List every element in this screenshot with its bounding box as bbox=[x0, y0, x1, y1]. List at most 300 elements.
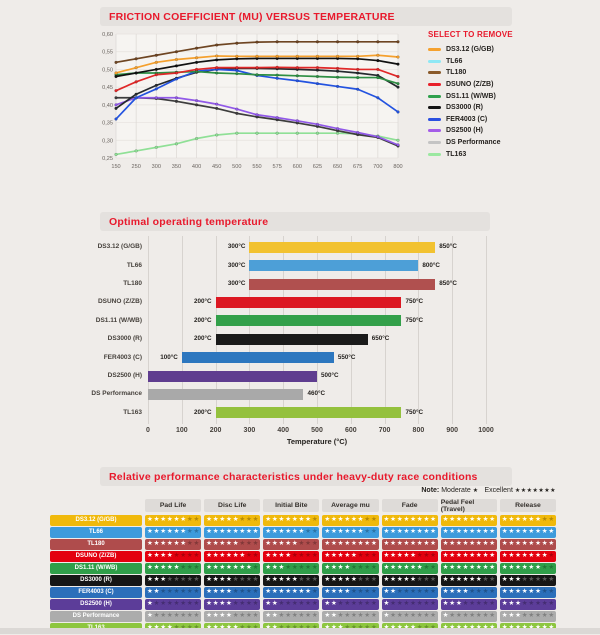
rating-cell bbox=[145, 563, 201, 574]
star-filled-icon: ★ bbox=[291, 588, 298, 596]
star-filled-icon: ★ bbox=[364, 540, 370, 548]
star-filled-icon: ★ bbox=[166, 564, 173, 572]
star-empty-icon: ★ bbox=[246, 540, 252, 548]
legend-swatch bbox=[428, 118, 441, 121]
star-filled-icon: ★ bbox=[383, 540, 390, 548]
star-filled-icon: ★ bbox=[449, 588, 455, 596]
rating-cell bbox=[322, 587, 378, 598]
x-tick-label: 400 bbox=[277, 427, 290, 434]
rating-cell bbox=[263, 563, 319, 574]
star-filled-icon: ★ bbox=[219, 576, 226, 584]
star-filled-icon: ★ bbox=[403, 516, 410, 524]
star-filled-icon: ★ bbox=[396, 576, 403, 584]
star-filled-icon: ★ bbox=[344, 516, 350, 524]
star-filled-icon: ★ bbox=[403, 576, 410, 584]
temp-row-label: TL163 bbox=[123, 408, 142, 416]
legend-swatch bbox=[428, 141, 441, 144]
star-empty-icon: ★ bbox=[475, 612, 482, 620]
star-filled-icon: ★ bbox=[278, 540, 285, 548]
rating-cell bbox=[204, 611, 260, 622]
star-filled-icon: ★ bbox=[305, 588, 311, 596]
star-empty-icon: ★ bbox=[252, 564, 259, 572]
legend-swatch bbox=[428, 71, 441, 74]
star-filled-icon: ★ bbox=[521, 588, 528, 596]
star-empty-icon: ★ bbox=[173, 588, 180, 596]
star-filled-icon: ★ bbox=[521, 552, 528, 560]
svg-text:650: 650 bbox=[332, 164, 343, 170]
star-empty-icon: ★ bbox=[521, 612, 528, 620]
star-filled-icon: ★ bbox=[160, 552, 166, 560]
star-empty-icon: ★ bbox=[193, 600, 200, 608]
star-filled-icon: ★ bbox=[482, 552, 489, 560]
star-filled-icon: ★ bbox=[291, 528, 298, 536]
star-empty-icon: ★ bbox=[246, 600, 252, 608]
star-filled-icon: ★ bbox=[219, 516, 226, 524]
star-filled-icon: ★ bbox=[455, 564, 462, 572]
star-filled-icon: ★ bbox=[501, 612, 508, 620]
star-empty-icon: ★ bbox=[430, 612, 436, 620]
star-empty-icon: ★ bbox=[186, 600, 193, 608]
star-filled-icon: ★ bbox=[298, 588, 305, 596]
star-empty-icon: ★ bbox=[482, 612, 489, 620]
legend-item-ds3000-r-[interactable] bbox=[428, 102, 588, 114]
star-filled-icon: ★ bbox=[528, 540, 535, 548]
star-empty-icon: ★ bbox=[430, 564, 436, 572]
x-tick-label: 1000 bbox=[478, 427, 494, 434]
legend-item-ds1-11-w-wb-[interactable] bbox=[428, 90, 588, 102]
rating-cell bbox=[441, 599, 497, 610]
star-filled-icon: ★ bbox=[383, 528, 390, 536]
star-empty-icon: ★ bbox=[535, 576, 541, 584]
star-empty-icon: ★ bbox=[186, 612, 193, 620]
star-empty-icon: ★ bbox=[370, 552, 377, 560]
star-filled-icon: ★ bbox=[350, 516, 357, 524]
rating-cell bbox=[204, 539, 260, 550]
star-filled-icon: ★ bbox=[489, 564, 495, 572]
star-filled-icon: ★ bbox=[528, 552, 535, 560]
star-filled-icon: ★ bbox=[146, 600, 153, 608]
star-empty-icon: ★ bbox=[416, 552, 423, 560]
star-empty-icon: ★ bbox=[521, 576, 528, 584]
star-filled-icon: ★ bbox=[324, 600, 331, 608]
star-filled-icon: ★ bbox=[160, 516, 166, 524]
star-filled-icon: ★ bbox=[278, 576, 285, 584]
star-empty-icon: ★ bbox=[364, 528, 370, 536]
star-empty-icon: ★ bbox=[173, 552, 180, 560]
star-filled-icon: ★ bbox=[515, 612, 521, 620]
star-filled-icon: ★ bbox=[508, 552, 515, 560]
star-filled-icon: ★ bbox=[449, 552, 455, 560]
rating-cell bbox=[322, 527, 378, 538]
star-filled-icon: ★ bbox=[475, 516, 482, 524]
star-empty-icon: ★ bbox=[311, 564, 318, 572]
star-filled-icon: ★ bbox=[515, 588, 521, 596]
star-filled-icon: ★ bbox=[442, 564, 449, 572]
svg-text:450: 450 bbox=[212, 164, 222, 170]
star-empty-icon: ★ bbox=[278, 612, 285, 620]
star-empty-icon: ★ bbox=[548, 588, 555, 596]
star-filled-icon: ★ bbox=[226, 552, 232, 560]
star-empty-icon: ★ bbox=[489, 612, 495, 620]
star-filled-icon: ★ bbox=[449, 576, 455, 584]
star-filled-icon: ★ bbox=[285, 588, 291, 596]
rating-cell bbox=[382, 551, 438, 562]
star-filled-icon: ★ bbox=[489, 552, 495, 560]
column-header-pad-life: Pad Life bbox=[145, 499, 201, 512]
table-row-tl66 bbox=[50, 527, 556, 538]
product-label: DS2500 (H) bbox=[50, 599, 142, 610]
table-row-tl180 bbox=[50, 539, 556, 550]
star-empty-icon: ★ bbox=[370, 516, 377, 524]
star-empty-icon: ★ bbox=[311, 600, 318, 608]
temp-bar-ds1-11-w-wb- bbox=[216, 315, 402, 326]
star-filled-icon: ★ bbox=[232, 552, 239, 560]
star-filled-icon: ★ bbox=[508, 588, 515, 596]
star-filled-icon: ★ bbox=[390, 528, 396, 536]
star-filled-icon: ★ bbox=[226, 564, 232, 572]
star-empty-icon: ★ bbox=[482, 588, 489, 596]
star-filled-icon: ★ bbox=[265, 564, 271, 572]
star-empty-icon: ★ bbox=[528, 576, 535, 584]
star-filled-icon: ★ bbox=[344, 564, 350, 572]
svg-text:500: 500 bbox=[232, 164, 242, 170]
star-empty-icon: ★ bbox=[403, 612, 410, 620]
rating-cell bbox=[263, 575, 319, 586]
star-empty-icon: ★ bbox=[396, 588, 403, 596]
rating-cell bbox=[263, 599, 319, 610]
star-filled-icon: ★ bbox=[344, 576, 350, 584]
star-filled-icon: ★ bbox=[337, 540, 344, 548]
star-filled-icon: ★ bbox=[212, 612, 219, 620]
star-filled-icon: ★ bbox=[219, 552, 226, 560]
star-filled-icon: ★ bbox=[146, 516, 153, 524]
x-tick-label: 300 bbox=[243, 427, 256, 434]
star-filled-icon: ★ bbox=[528, 588, 535, 596]
star-filled-icon: ★ bbox=[535, 540, 541, 548]
star-filled-icon: ★ bbox=[153, 564, 160, 572]
temp-row-label: TL66 bbox=[126, 261, 142, 269]
star-empty-icon: ★ bbox=[364, 516, 370, 524]
star-empty-icon: ★ bbox=[548, 564, 555, 572]
star-filled-icon: ★ bbox=[390, 564, 396, 572]
star-filled-icon: ★ bbox=[541, 540, 548, 548]
legend-item-tl163[interactable] bbox=[428, 148, 588, 160]
star-filled-icon: ★ bbox=[344, 528, 350, 536]
product-label: TL66 bbox=[50, 527, 142, 538]
star-empty-icon: ★ bbox=[160, 612, 166, 620]
legend-item-label: FER4003 (C) bbox=[446, 115, 488, 123]
star-filled-icon: ★ bbox=[508, 576, 515, 584]
rating-cell bbox=[382, 587, 438, 598]
star-empty-icon: ★ bbox=[489, 600, 495, 608]
star-filled-icon: ★ bbox=[403, 552, 410, 560]
rating-cell bbox=[500, 539, 556, 550]
x-tick-label: 100 bbox=[175, 427, 188, 434]
star-filled-icon: ★ bbox=[489, 540, 495, 548]
star-filled-icon: ★ bbox=[278, 528, 285, 536]
star-filled-icon: ★ bbox=[298, 516, 305, 524]
star-filled-icon: ★ bbox=[298, 528, 305, 536]
star-filled-icon: ★ bbox=[416, 540, 423, 548]
x-tick-label: 900 bbox=[446, 427, 459, 434]
star-filled-icon: ★ bbox=[469, 576, 475, 584]
star-filled-icon: ★ bbox=[146, 588, 153, 596]
temp-bar-tl163 bbox=[216, 407, 402, 418]
star-filled-icon: ★ bbox=[396, 552, 403, 560]
star-filled-icon: ★ bbox=[469, 540, 475, 548]
temp-row-label: TL180 bbox=[123, 280, 142, 287]
star-filled-icon: ★ bbox=[528, 564, 535, 572]
star-empty-icon: ★ bbox=[291, 552, 298, 560]
star-empty-icon: ★ bbox=[344, 600, 350, 608]
star-filled-icon: ★ bbox=[324, 588, 331, 596]
star-empty-icon: ★ bbox=[305, 552, 311, 560]
performance-table bbox=[50, 499, 556, 635]
star-empty-icon: ★ bbox=[416, 600, 423, 608]
legend-item-tl180[interactable] bbox=[428, 67, 588, 79]
star-empty-icon: ★ bbox=[180, 588, 186, 596]
svg-text:0,60: 0,60 bbox=[102, 32, 113, 38]
rating-cell bbox=[145, 575, 201, 586]
star-empty-icon: ★ bbox=[298, 612, 305, 620]
temp-bar-dsuno-z-zb- bbox=[216, 297, 402, 308]
temp-bar-ds-performance bbox=[148, 389, 303, 400]
star-empty-icon: ★ bbox=[396, 612, 403, 620]
star-filled-icon: ★ bbox=[501, 576, 508, 584]
rating-cell bbox=[441, 527, 497, 538]
star-empty-icon: ★ bbox=[541, 564, 548, 572]
star-empty-icon: ★ bbox=[298, 540, 305, 548]
star-filled-icon: ★ bbox=[383, 612, 390, 620]
legend-item-label: DS3.12 (G/GB) bbox=[446, 46, 494, 54]
star-filled-icon: ★ bbox=[331, 564, 337, 572]
star-filled-icon: ★ bbox=[410, 516, 416, 524]
star-empty-icon: ★ bbox=[390, 612, 396, 620]
star-filled-icon: ★ bbox=[265, 552, 271, 560]
star-empty-icon: ★ bbox=[166, 588, 173, 596]
star-empty-icon: ★ bbox=[193, 552, 200, 560]
star-filled-icon: ★ bbox=[146, 576, 153, 584]
star-empty-icon: ★ bbox=[311, 540, 318, 548]
star-filled-icon: ★ bbox=[265, 516, 271, 524]
star-filled-icon: ★ bbox=[442, 600, 449, 608]
legend-item-dsuno-z-zb-[interactable] bbox=[428, 79, 588, 91]
bar-start-label: 200°C bbox=[194, 408, 212, 416]
star-filled-icon: ★ bbox=[344, 552, 350, 560]
star-empty-icon: ★ bbox=[403, 600, 410, 608]
star-empty-icon: ★ bbox=[337, 612, 344, 620]
legend-item-fer4003-c-[interactable] bbox=[428, 114, 588, 126]
rating-cell bbox=[500, 527, 556, 538]
star-empty-icon: ★ bbox=[252, 612, 259, 620]
star-empty-icon: ★ bbox=[186, 528, 193, 536]
star-filled-icon: ★ bbox=[206, 576, 212, 584]
star-filled-icon: ★ bbox=[271, 516, 278, 524]
star-empty-icon: ★ bbox=[232, 612, 239, 620]
star-filled-icon: ★ bbox=[180, 540, 186, 548]
svg-text:0,30: 0,30 bbox=[102, 138, 113, 145]
rating-cell bbox=[322, 611, 378, 622]
legend-item-label: DS Performance bbox=[446, 139, 501, 147]
svg-text:700: 700 bbox=[373, 164, 383, 170]
rating-cell bbox=[382, 611, 438, 622]
star-filled-icon: ★ bbox=[528, 528, 535, 536]
star-filled-icon: ★ bbox=[212, 600, 219, 608]
legend-item-label: TL66 bbox=[446, 57, 463, 65]
temp-bar-tl180 bbox=[249, 279, 435, 290]
star-filled-icon: ★ bbox=[390, 588, 396, 596]
star-empty-icon: ★ bbox=[364, 612, 370, 620]
star-filled-icon: ★ bbox=[390, 516, 396, 524]
star-filled-icon: ★ bbox=[291, 516, 298, 524]
note-excellent-label: Excellent bbox=[484, 487, 513, 494]
star-filled-icon: ★ bbox=[331, 552, 337, 560]
star-filled-icon: ★ bbox=[535, 516, 541, 524]
star-filled-icon: ★ bbox=[535, 588, 541, 596]
star-filled-icon: ★ bbox=[212, 576, 219, 584]
star-filled-icon: ★ bbox=[455, 552, 462, 560]
star-empty-icon: ★ bbox=[548, 516, 555, 524]
star-filled-icon: ★ bbox=[455, 600, 462, 608]
star-empty-icon: ★ bbox=[469, 600, 475, 608]
star-empty-icon: ★ bbox=[403, 588, 410, 596]
rating-cell bbox=[263, 515, 319, 526]
star-empty-icon: ★ bbox=[153, 612, 160, 620]
star-filled-icon: ★ bbox=[285, 540, 291, 548]
star-filled-icon: ★ bbox=[482, 528, 489, 536]
star-empty-icon: ★ bbox=[462, 600, 469, 608]
rating-cell bbox=[322, 599, 378, 610]
star-filled-icon: ★ bbox=[442, 576, 449, 584]
star-filled-icon: ★ bbox=[166, 516, 173, 524]
star-filled-icon: ★ bbox=[475, 576, 482, 584]
rating-cell bbox=[441, 587, 497, 598]
star-filled-icon: ★ bbox=[271, 552, 278, 560]
star-filled-icon: ★ bbox=[206, 612, 212, 620]
star-filled-icon: ★ bbox=[324, 528, 331, 536]
star-filled-icon: ★ bbox=[278, 564, 285, 572]
star-filled-icon: ★ bbox=[515, 564, 521, 572]
star-filled-icon: ★ bbox=[324, 564, 331, 572]
star-filled-icon: ★ bbox=[337, 576, 344, 584]
star-empty-icon: ★ bbox=[173, 600, 180, 608]
legend-item-ds2500-h-[interactable] bbox=[428, 125, 588, 137]
star-filled-icon: ★ bbox=[344, 540, 350, 548]
friction-chart-title-bar bbox=[100, 7, 512, 26]
star-filled-icon: ★ bbox=[271, 576, 278, 584]
star-filled-icon: ★ bbox=[390, 540, 396, 548]
star-empty-icon: ★ bbox=[469, 588, 475, 596]
legend-item-ds-performance[interactable] bbox=[428, 137, 588, 149]
star-filled-icon: ★ bbox=[324, 516, 331, 524]
legend-item-label: DSUNO (Z/ZB) bbox=[446, 81, 494, 89]
star-empty-icon: ★ bbox=[423, 588, 430, 596]
star-filled-icon: ★ bbox=[324, 576, 331, 584]
star-filled-icon: ★ bbox=[383, 600, 390, 608]
star-empty-icon: ★ bbox=[344, 612, 350, 620]
star-filled-icon: ★ bbox=[521, 540, 528, 548]
rating-cell bbox=[500, 515, 556, 526]
star-empty-icon: ★ bbox=[193, 540, 200, 548]
star-filled-icon: ★ bbox=[331, 612, 337, 620]
legend-item-tl66[interactable] bbox=[428, 56, 588, 68]
star-empty-icon: ★ bbox=[357, 576, 364, 584]
table-row-ds3000-r- bbox=[50, 575, 556, 586]
star-filled-icon: ★ bbox=[462, 552, 469, 560]
star-filled-icon: ★ bbox=[449, 600, 455, 608]
star-filled-icon: ★ bbox=[410, 540, 416, 548]
svg-text:250: 250 bbox=[131, 164, 141, 170]
star-filled-icon: ★ bbox=[515, 600, 521, 608]
star-filled-icon: ★ bbox=[331, 540, 337, 548]
star-filled-icon: ★ bbox=[212, 528, 219, 536]
star-empty-icon: ★ bbox=[449, 612, 455, 620]
star-filled-icon: ★ bbox=[383, 552, 390, 560]
column-header-pedal-feel-travel-: Pedal Feel (Travel) bbox=[441, 499, 497, 512]
star-filled-icon: ★ bbox=[206, 552, 212, 560]
star-filled-icon: ★ bbox=[515, 540, 521, 548]
bar-start-label: 200°C bbox=[194, 335, 212, 343]
star-filled-icon: ★ bbox=[271, 540, 278, 548]
temp-bar-tl66 bbox=[249, 260, 418, 271]
rating-cell bbox=[500, 551, 556, 562]
star-filled-icon: ★ bbox=[521, 516, 528, 524]
star-empty-icon: ★ bbox=[305, 612, 311, 620]
star-filled-icon: ★ bbox=[396, 528, 403, 536]
bar-start-label: 300°C bbox=[227, 243, 246, 251]
star-empty-icon: ★ bbox=[193, 516, 200, 524]
star-filled-icon: ★ bbox=[482, 564, 489, 572]
rating-cell bbox=[441, 551, 497, 562]
star-empty-icon: ★ bbox=[239, 600, 246, 608]
bar-end-label: 500°C bbox=[321, 372, 339, 379]
star-filled-icon: ★ bbox=[153, 540, 160, 548]
star-filled-icon: ★ bbox=[232, 564, 239, 572]
star-filled-icon: ★ bbox=[278, 588, 285, 596]
star-filled-icon: ★ bbox=[153, 528, 160, 536]
column-header-fade: Fade bbox=[382, 499, 438, 512]
rating-cell bbox=[382, 575, 438, 586]
x-tick-label: 200 bbox=[209, 427, 222, 434]
temp-bar-ds3-12-g-gb- bbox=[249, 242, 435, 253]
star-filled-icon: ★ bbox=[337, 516, 344, 524]
table-row-dsuno-z-zb- bbox=[50, 551, 556, 562]
star-empty-icon: ★ bbox=[430, 552, 436, 560]
rating-cell bbox=[145, 515, 201, 526]
rating-cell bbox=[322, 515, 378, 526]
temp-bar-fer4003-c- bbox=[182, 352, 334, 363]
legend-item-ds3-12-g-gb-[interactable] bbox=[428, 44, 588, 56]
star-filled-icon: ★ bbox=[430, 516, 436, 524]
legend-swatch bbox=[428, 60, 441, 63]
star-empty-icon: ★ bbox=[311, 516, 318, 524]
rating-cell bbox=[145, 539, 201, 550]
star-filled-icon: ★ bbox=[515, 552, 521, 560]
star-filled-icon: ★ bbox=[212, 516, 219, 524]
legend-swatch bbox=[428, 48, 441, 51]
star-filled-icon: ★ bbox=[146, 552, 153, 560]
gridline bbox=[486, 236, 487, 424]
friction-line-chart bbox=[94, 26, 410, 176]
star-empty-icon: ★ bbox=[462, 612, 469, 620]
star-empty-icon: ★ bbox=[252, 516, 259, 524]
star-empty-icon: ★ bbox=[370, 528, 377, 536]
star-filled-icon: ★ bbox=[271, 612, 278, 620]
star-empty-icon: ★ bbox=[548, 576, 555, 584]
star-filled-icon: ★ bbox=[462, 588, 469, 596]
star-filled-icon: ★ bbox=[442, 552, 449, 560]
bar-start-label: 200°C bbox=[194, 298, 212, 306]
